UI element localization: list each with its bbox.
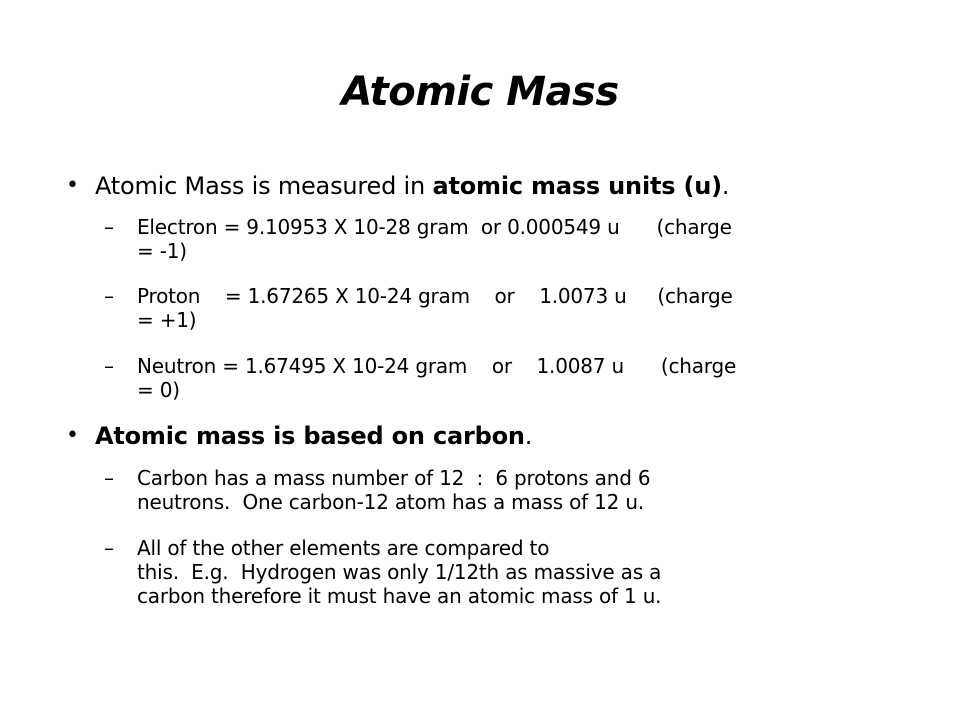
sub-item-line: neutrons. One carbon-12 atom has a mass of 12 u. [137, 490, 644, 514]
sub-item-line: = +1) [137, 308, 197, 332]
slide-title: Atomic Mass [341, 69, 619, 115]
sub-item-line: = -1) [137, 239, 187, 263]
bullet-item-based-on-carbon [66, 421, 915, 451]
bullet-text: Atomic Mass is measured in [95, 172, 433, 200]
sub-item-electron [104, 215, 917, 263]
dash-icon: – [104, 466, 114, 490]
bullet-text-bold: Atomic mass is based on carbon [95, 422, 525, 450]
sub-item-line: carbon therefore it must have an atomic mass of 1 u. [137, 584, 662, 608]
sub-item-carbon-mass-number [104, 466, 917, 514]
sub-item-line: this. E.g. Hydrogen was only 1/12th as massive as a [137, 560, 662, 584]
bullet-icon: • [66, 173, 79, 198]
sub-item-line: = 0) [137, 378, 180, 402]
sub-item-compared-elements [104, 536, 917, 608]
sub-item-line: Carbon has a mass number of 12 : 6 protons and 6 [137, 466, 651, 490]
bullet-icon: • [66, 423, 79, 448]
bullet-text-end: . [524, 422, 533, 450]
sub-item-line: Proton = 1.67265 X 10-24 gram or 1.0073 u (charge [137, 284, 733, 308]
sub-item-line: Neutron = 1.67495 X 10-24 gram or 1.0087 u (charge [137, 354, 737, 378]
sub-item-proton [104, 284, 917, 332]
bullet-item-atomic-mass-units [66, 171, 915, 201]
bullet-text-end: . [721, 172, 730, 200]
dash-icon: – [104, 354, 114, 378]
sub-item-line: All of the other elements are compared to [137, 536, 550, 560]
dash-icon: – [104, 215, 114, 239]
dash-icon: – [104, 284, 114, 308]
bullet-text-bold: atomic mass units (u) [432, 172, 722, 200]
dash-icon: – [104, 536, 114, 560]
sub-item-neutron [104, 354, 917, 402]
sub-item-line: Electron = 9.10953 X 10-28 gram or 0.000549 u (charge [137, 215, 732, 239]
